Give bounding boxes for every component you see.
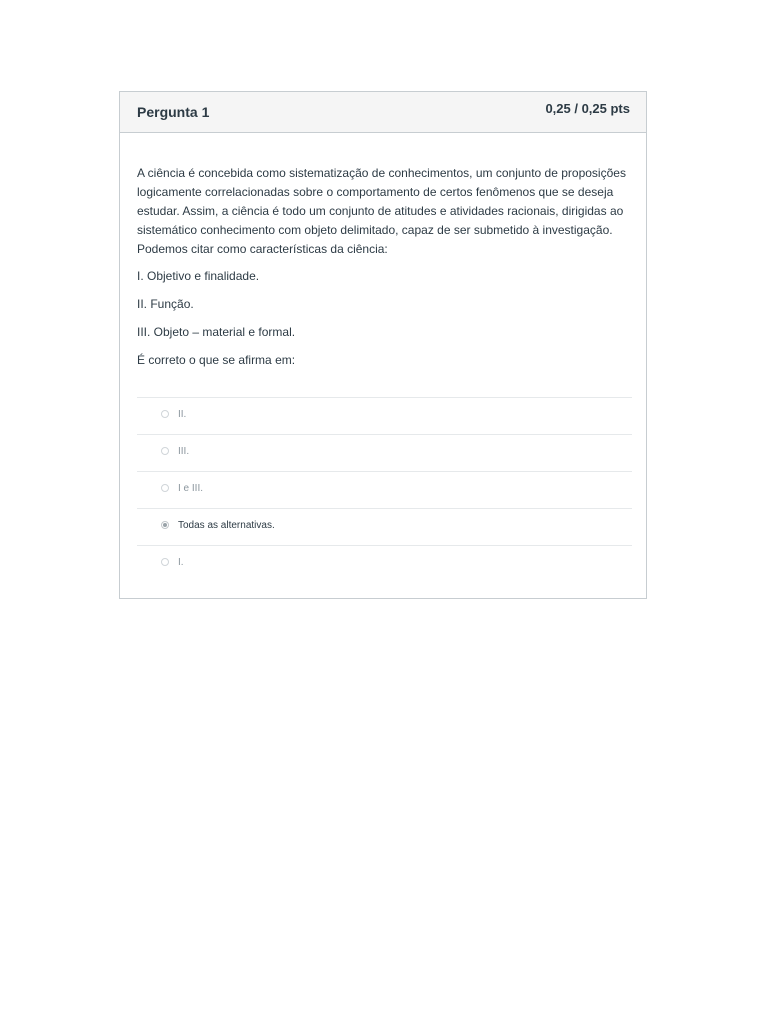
answer-label: III.: [178, 445, 190, 457]
question-title: Pergunta 1: [137, 104, 210, 120]
answer-option[interactable]: [137, 508, 632, 545]
question-card: [119, 91, 647, 599]
question-item-2: II. Função.: [137, 297, 194, 311]
radio-button[interactable]: [161, 521, 169, 529]
question-body: [120, 133, 646, 370]
question-header: [120, 92, 646, 133]
radio-button[interactable]: [161, 558, 169, 566]
question-item-1: I. Objetivo e finalidade.: [137, 269, 260, 283]
question-prompt: É correto o que se afirma em:: [137, 353, 296, 367]
answer-option[interactable]: [137, 471, 632, 508]
answer-label: I e III.: [178, 482, 204, 494]
question-item-3: III. Objeto – material e formal.: [137, 325, 296, 339]
question-points: 0,25 / 0,25 pts: [545, 101, 630, 116]
answer-label: I.: [178, 556, 184, 568]
question-text: A ciência é concebida como sistematização de conhecimentos, um conjunto de proposições logicamente correlacionadas sobre o comportamento de certos fenômenos que se deseja estudar. Assim, a ciência é todo um conjunto de atitudes e atividades racionais, dirigidas ao sistemático conhecimento com objeto delimitado, capaz de ser submetido à investigação. Podemos citar como características da ciência:: [137, 166, 626, 256]
answer-list: [137, 397, 632, 582]
answer-option[interactable]: [137, 545, 632, 582]
answer-option[interactable]: [137, 397, 632, 434]
answer-label: II.: [178, 408, 187, 420]
answer-option[interactable]: [137, 434, 632, 471]
radio-button[interactable]: [161, 410, 169, 418]
radio-button[interactable]: [161, 447, 169, 455]
answer-label: Todas as alternativas.: [178, 519, 275, 531]
radio-button[interactable]: [161, 484, 169, 492]
